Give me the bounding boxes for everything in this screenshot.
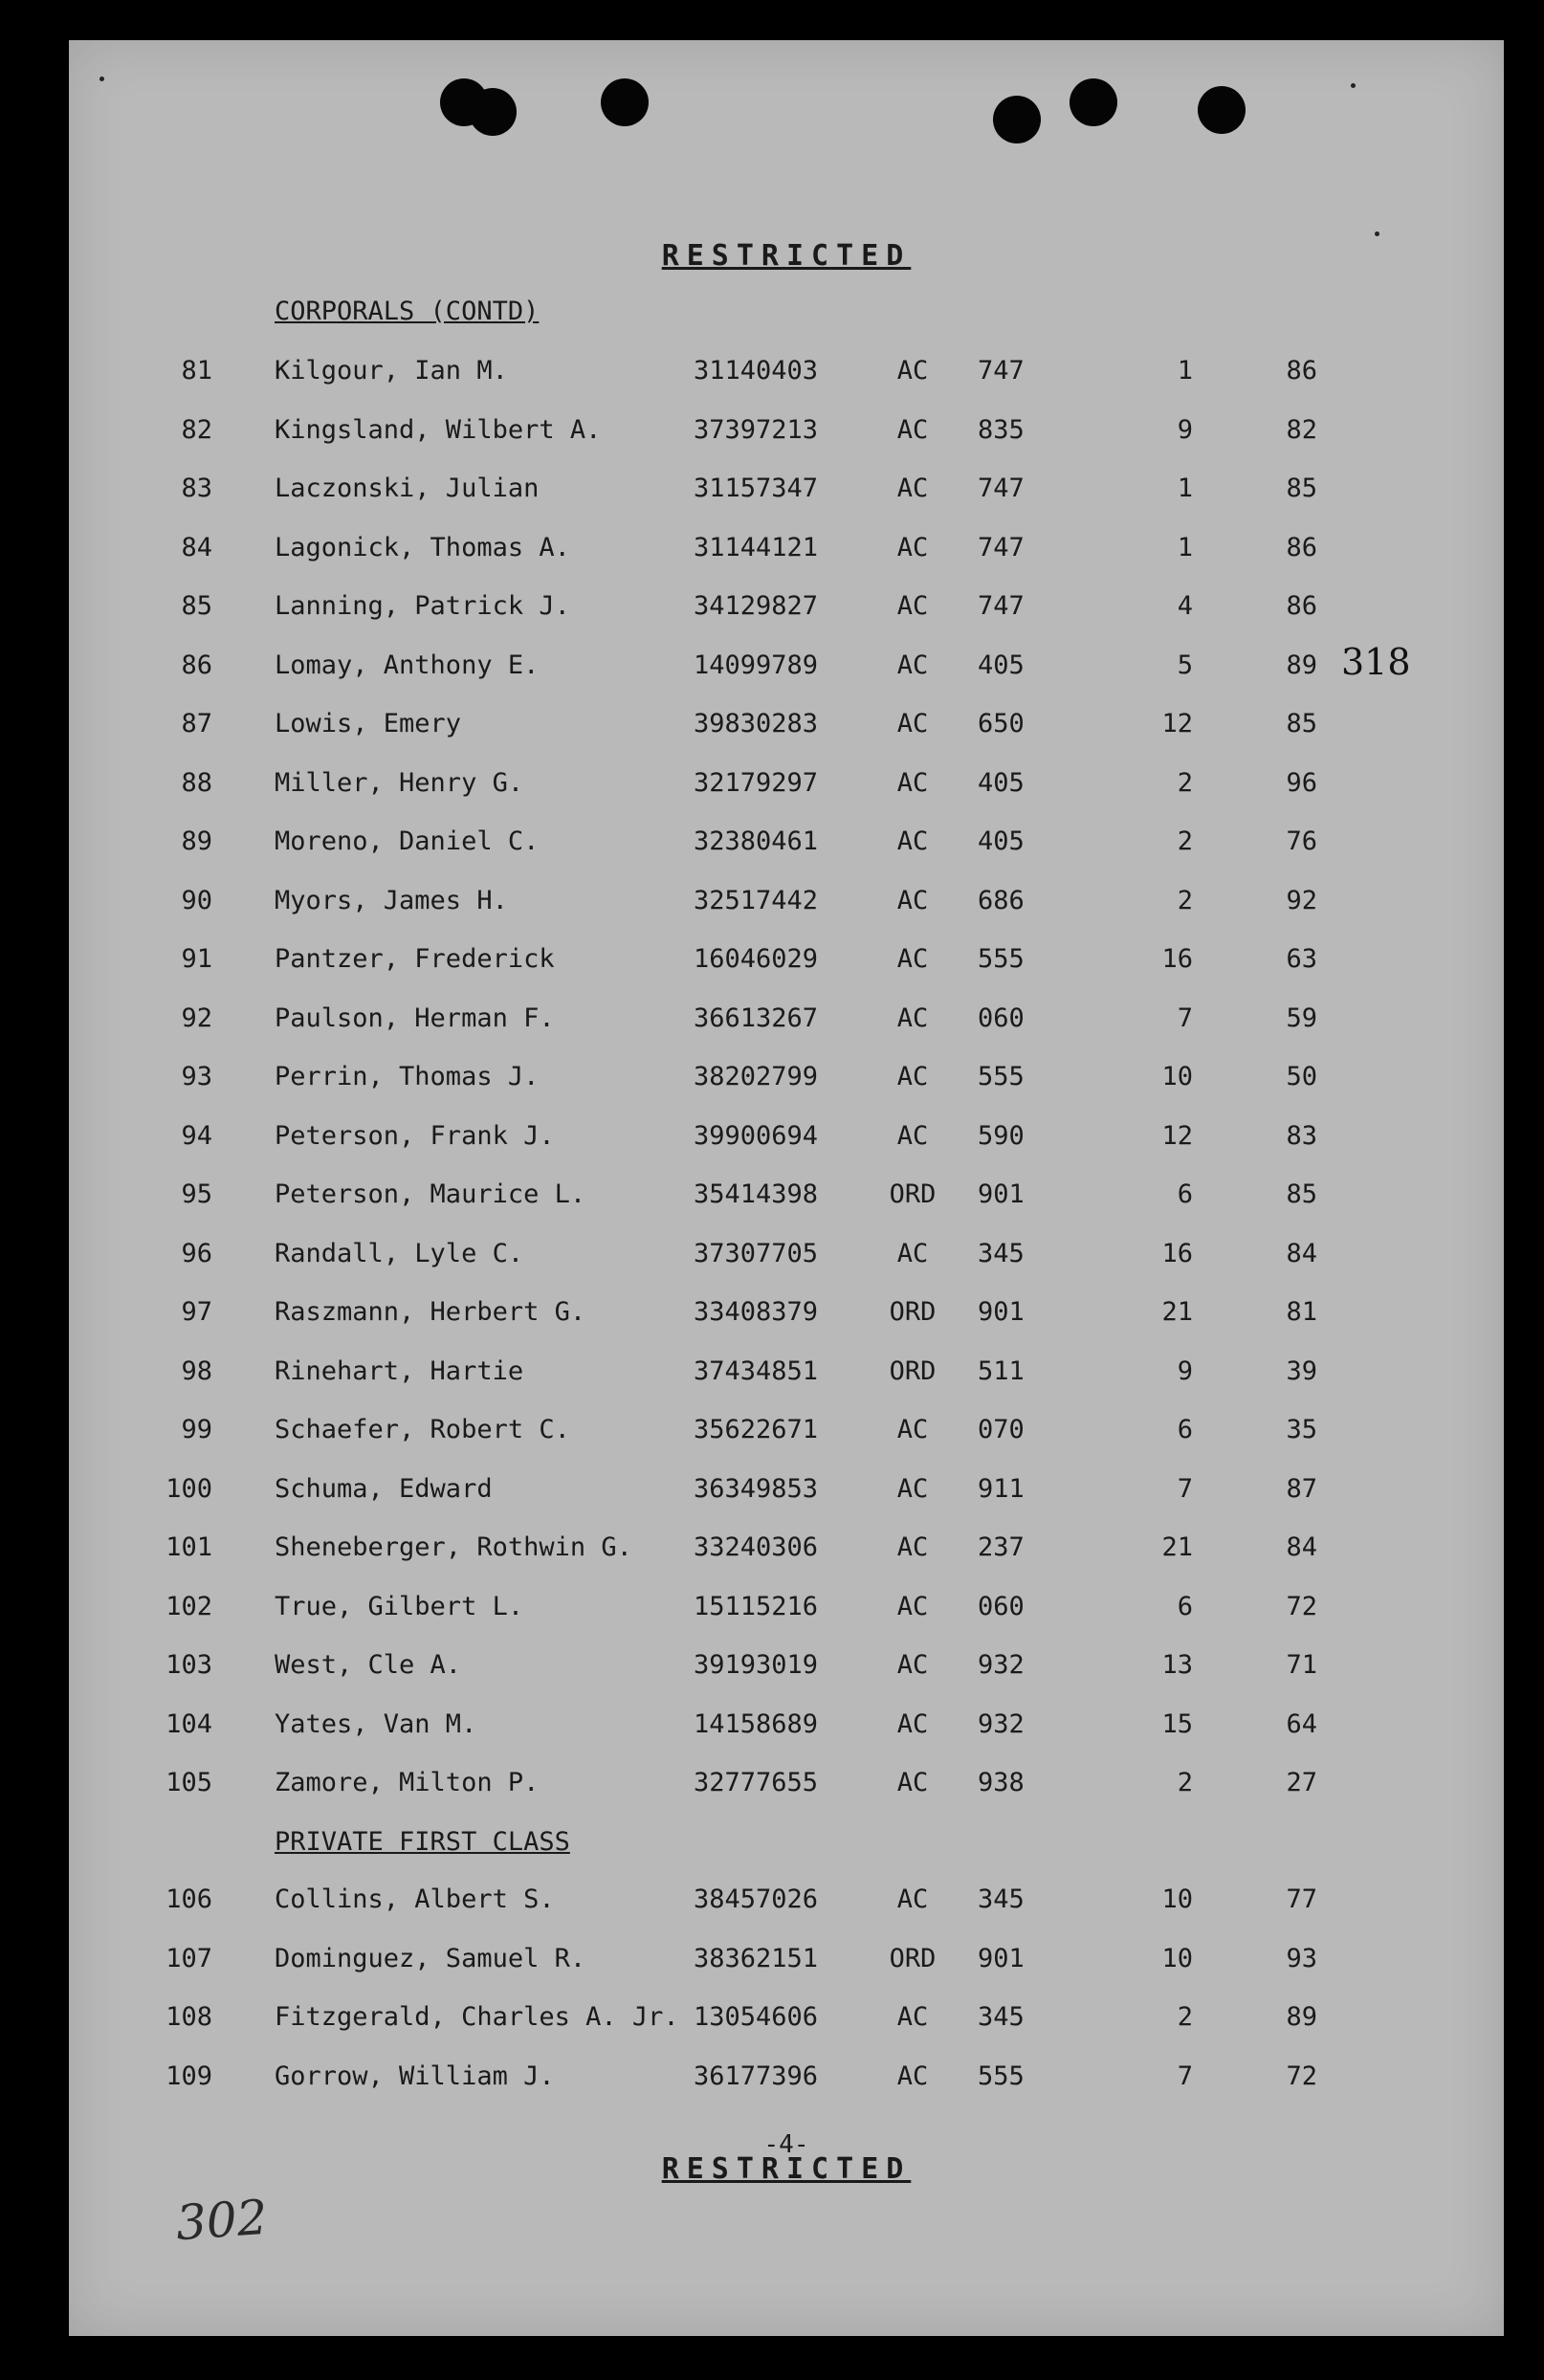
value-b: 39 [1286, 1355, 1317, 1386]
footer-restricted: RESTRICTED [661, 2152, 912, 2186]
code: 835 [978, 414, 1025, 445]
serial-number: 36349853 [694, 1473, 819, 1504]
value-b: 77 [1286, 1884, 1317, 1914]
header-restricted: RESTRICTED [661, 239, 912, 273]
code: 555 [978, 1062, 1025, 1091]
table-row [69, 768, 1504, 806]
code: 747 [978, 532, 1025, 562]
soldier-name: Miller, Henry G. [275, 767, 524, 798]
branch: AC [896, 1591, 929, 1621]
soldier-name: Lomay, Anthony E. [275, 650, 540, 680]
serial-number: 14158689 [694, 1708, 819, 1739]
branch: AC [896, 1884, 929, 1914]
value-b: 85 [1286, 474, 1317, 503]
value-a: 16 [1161, 944, 1193, 974]
table-row [69, 1709, 1504, 1748]
handwritten-note: 302 [174, 2189, 270, 2252]
code: 650 [978, 709, 1025, 738]
value-a: 2 [1177, 1768, 1193, 1797]
branch: AC [896, 1120, 929, 1151]
table-row [69, 415, 1504, 453]
branch: AC [896, 2060, 929, 2091]
soldier-name: Sheneberger, Rothwin G. [275, 1532, 632, 1562]
branch: AC [896, 591, 929, 621]
value-b: 89 [1286, 650, 1317, 680]
section-title-pfc: PRIVATE FIRST CLASS [275, 1827, 570, 1857]
value-a: 12 [1161, 709, 1193, 738]
table-row [69, 1415, 1504, 1453]
row-number: 85 [181, 591, 212, 621]
row-number: 108 [165, 2002, 212, 2032]
serial-number: 39900694 [694, 1120, 819, 1151]
table-row [69, 1768, 1504, 1806]
value-a: 2 [1177, 826, 1193, 856]
value-b: 72 [1286, 1591, 1317, 1621]
code: 938 [978, 1768, 1025, 1797]
value-b: 93 [1286, 1943, 1317, 1973]
row-number: 83 [181, 474, 212, 503]
value-b: 83 [1286, 1120, 1317, 1151]
code: 901 [978, 1943, 1025, 1973]
serial-number: 38362151 [694, 1943, 819, 1973]
value-b: 64 [1286, 1708, 1317, 1739]
row-number: 84 [181, 532, 212, 562]
branch: AC [896, 1062, 929, 1091]
value-a: 4 [1177, 591, 1193, 621]
value-a: 21 [1161, 1297, 1193, 1327]
code: 555 [978, 2060, 1025, 2091]
serial-number: 37434851 [694, 1355, 819, 1386]
soldier-name: Yates, Van M. [275, 1708, 477, 1739]
serial-number: 31144121 [694, 532, 819, 562]
code: 060 [978, 1003, 1025, 1033]
serial-number: 32777655 [694, 1768, 819, 1797]
punch-hole [993, 96, 1041, 143]
serial-number: 35622671 [694, 1415, 819, 1444]
table-row [69, 2002, 1504, 2040]
soldier-name: Dominguez, Samuel R. [275, 1943, 586, 1973]
table-row [69, 944, 1504, 982]
table-row [69, 474, 1504, 512]
row-number: 92 [181, 1003, 212, 1033]
soldier-name: Lagonick, Thomas A. [275, 532, 570, 562]
row-number: 86 [181, 650, 212, 680]
soldier-name: Lowis, Emery [275, 709, 462, 738]
row-number: 93 [181, 1062, 212, 1091]
table-row [69, 1944, 1504, 1982]
table-row [69, 533, 1504, 571]
soldier-name: Myors, James H. [275, 885, 508, 915]
serial-number: 14099789 [694, 650, 819, 680]
branch: AC [896, 1532, 929, 1562]
branch: AC [896, 1415, 929, 1444]
value-b: 76 [1286, 826, 1317, 856]
branch: AC [896, 1768, 929, 1797]
value-a: 1 [1177, 532, 1193, 562]
value-a: 9 [1177, 1355, 1193, 1386]
serial-number: 38457026 [694, 1884, 819, 1914]
code: 405 [978, 767, 1025, 798]
code: 511 [978, 1355, 1025, 1386]
table-row [69, 826, 1504, 865]
value-b: 96 [1286, 767, 1317, 798]
table-row [69, 2061, 1504, 2100]
value-b: 59 [1286, 1003, 1317, 1033]
soldier-name: Moreno, Daniel C. [275, 826, 540, 856]
speck [1375, 231, 1379, 236]
table-row [69, 1239, 1504, 1277]
row-number: 91 [181, 944, 212, 974]
row-number: 100 [165, 1473, 212, 1504]
value-b: 50 [1286, 1062, 1317, 1091]
branch: AC [896, 709, 929, 738]
value-a: 16 [1161, 1238, 1193, 1268]
speck [99, 77, 104, 81]
table-row [69, 591, 1504, 629]
row-number: 90 [181, 885, 212, 915]
value-a: 10 [1161, 1884, 1193, 1914]
code: 070 [978, 1415, 1025, 1444]
serial-number: 32179297 [694, 767, 819, 798]
value-a: 13 [1161, 1650, 1193, 1680]
row-number: 81 [181, 356, 212, 386]
page-number: -4- [763, 2130, 809, 2159]
soldier-name: Raszmann, Herbert G. [275, 1297, 586, 1327]
value-a: 5 [1177, 650, 1193, 680]
row-number: 102 [165, 1591, 212, 1621]
value-b: 85 [1286, 1179, 1317, 1209]
soldier-name: Kilgour, Ian M. [275, 356, 508, 386]
code: 686 [978, 885, 1025, 915]
branch: AC [896, 1650, 929, 1680]
row-number: 101 [165, 1532, 212, 1562]
value-b: 81 [1286, 1297, 1317, 1327]
serial-number: 37397213 [694, 414, 819, 445]
code: 932 [978, 1708, 1025, 1739]
soldier-name: Gorrow, William J. [275, 2060, 555, 2091]
serial-number: 36177396 [694, 2060, 819, 2091]
row-number: 97 [181, 1297, 212, 1327]
table-row [69, 1650, 1504, 1688]
table-row [69, 1003, 1504, 1042]
row-number: 103 [165, 1650, 212, 1680]
code: 747 [978, 474, 1025, 503]
value-b: 84 [1286, 1532, 1317, 1562]
branch: AC [896, 474, 929, 503]
value-a: 2 [1177, 2002, 1193, 2032]
value-b: 27 [1286, 1768, 1317, 1797]
table-row [69, 1884, 1504, 1923]
value-b: 86 [1286, 356, 1317, 386]
row-number: 105 [165, 1768, 212, 1797]
branch: ORD [889, 1355, 937, 1386]
serial-number: 35414398 [694, 1179, 819, 1209]
value-a: 2 [1177, 885, 1193, 915]
serial-number: 32517442 [694, 885, 819, 915]
value-a: 7 [1177, 1473, 1193, 1504]
table-row [69, 1297, 1504, 1335]
code: 237 [978, 1532, 1025, 1562]
soldier-name: Peterson, Maurice L. [275, 1179, 586, 1209]
value-b: 85 [1286, 709, 1317, 738]
value-b: 87 [1286, 1473, 1317, 1504]
soldier-name: Pantzer, Frederick [275, 944, 555, 974]
table-row [69, 886, 1504, 924]
punch-hole [1198, 86, 1246, 134]
branch: AC [896, 944, 929, 974]
code: 345 [978, 1884, 1025, 1914]
value-b: 84 [1286, 1238, 1317, 1268]
serial-number: 36613267 [694, 1003, 819, 1033]
serial-number: 33240306 [694, 1532, 819, 1562]
table-row [69, 1356, 1504, 1395]
soldier-name: Paulson, Herman F. [275, 1003, 555, 1033]
value-a: 6 [1177, 1591, 1193, 1621]
table-row [69, 1592, 1504, 1630]
soldier-name: Rinehart, Hartie [275, 1355, 524, 1386]
stamp-number: 318 [1341, 641, 1411, 683]
serial-number: 38202799 [694, 1062, 819, 1091]
branch: AC [896, 826, 929, 856]
serial-number: 32380461 [694, 826, 819, 856]
value-a: 10 [1161, 1062, 1193, 1091]
table-row [69, 650, 1504, 689]
value-a: 7 [1177, 2060, 1193, 2091]
value-b: 72 [1286, 2060, 1317, 2091]
branch: AC [896, 885, 929, 915]
branch: AC [896, 650, 929, 680]
value-b: 71 [1286, 1650, 1317, 1680]
code: 060 [978, 1591, 1025, 1621]
table-row [69, 1121, 1504, 1159]
code: 747 [978, 591, 1025, 621]
table-row [69, 1179, 1504, 1218]
branch: AC [896, 767, 929, 798]
row-number: 109 [165, 2060, 212, 2091]
serial-number: 37307705 [694, 1238, 819, 1268]
code: 901 [978, 1179, 1025, 1209]
branch: AC [896, 356, 929, 386]
value-a: 9 [1177, 414, 1193, 445]
branch: ORD [889, 1297, 937, 1327]
soldier-name: Perrin, Thomas J. [275, 1062, 540, 1091]
punch-hole [469, 88, 517, 136]
soldier-name: Lanning, Patrick J. [275, 591, 570, 621]
punch-hole [601, 78, 649, 126]
row-number: 82 [181, 414, 212, 445]
soldier-name: True, Gilbert L. [275, 1591, 524, 1621]
value-a: 7 [1177, 1003, 1193, 1033]
value-b: 89 [1286, 2002, 1317, 2032]
section-title-corporals: CORPORALS (CONTD) [275, 297, 540, 326]
branch: AC [896, 1473, 929, 1504]
branch: ORD [889, 1943, 937, 1973]
row-number: 95 [181, 1179, 212, 1209]
row-number: 107 [165, 1943, 212, 1973]
row-number: 104 [165, 1708, 212, 1739]
code: 405 [978, 826, 1025, 856]
table-row [69, 709, 1504, 747]
serial-number: 33408379 [694, 1297, 819, 1327]
serial-number: 34129827 [694, 591, 819, 621]
branch: AC [896, 1708, 929, 1739]
row-number: 87 [181, 709, 212, 738]
code: 345 [978, 1238, 1025, 1268]
value-a: 1 [1177, 474, 1193, 503]
value-a: 1 [1177, 356, 1193, 386]
value-a: 6 [1177, 1179, 1193, 1209]
serial-number: 31157347 [694, 474, 819, 503]
code: 747 [978, 356, 1025, 386]
soldier-name: Randall, Lyle C. [275, 1238, 524, 1268]
value-a: 15 [1161, 1708, 1193, 1739]
value-a: 21 [1161, 1532, 1193, 1562]
serial-number: 16046029 [694, 944, 819, 974]
soldier-name: Zamore, Milton P. [275, 1768, 540, 1797]
soldier-name: Peterson, Frank J. [275, 1120, 555, 1151]
value-a: 10 [1161, 1943, 1193, 1973]
code: 901 [978, 1297, 1025, 1327]
serial-number: 39193019 [694, 1650, 819, 1680]
soldier-name: Kingsland, Wilbert A. [275, 414, 602, 445]
value-a: 12 [1161, 1120, 1193, 1151]
serial-number: 31140403 [694, 356, 819, 386]
code: 555 [978, 944, 1025, 974]
speck [1351, 83, 1356, 88]
soldier-name: Laczonski, Julian [275, 474, 540, 503]
soldier-name: Fitzgerald, Charles A. Jr. [275, 2002, 679, 2032]
row-number: 89 [181, 826, 212, 856]
soldier-name: West, Cle A. [275, 1650, 462, 1680]
code: 345 [978, 2002, 1025, 2032]
soldier-name: Schaefer, Robert C. [275, 1415, 570, 1444]
punch-hole [1070, 78, 1117, 126]
serial-number: 39830283 [694, 709, 819, 738]
row-number: 94 [181, 1120, 212, 1151]
serial-number: 15115216 [694, 1591, 819, 1621]
row-number: 98 [181, 1355, 212, 1386]
table-row [69, 1062, 1504, 1100]
branch: AC [896, 2002, 929, 2032]
branch: AC [896, 1003, 929, 1033]
value-b: 86 [1286, 532, 1317, 562]
value-b: 82 [1286, 414, 1317, 445]
table-row [69, 1532, 1504, 1571]
document-page [69, 40, 1504, 2336]
value-a: 2 [1177, 767, 1193, 798]
value-b: 63 [1286, 944, 1317, 974]
serial-number: 13054606 [694, 2002, 819, 2032]
value-b: 35 [1286, 1415, 1317, 1444]
code: 590 [978, 1120, 1025, 1151]
code: 932 [978, 1650, 1025, 1680]
code: 405 [978, 650, 1025, 680]
row-number: 99 [181, 1415, 212, 1444]
table-row [69, 1474, 1504, 1512]
value-a: 6 [1177, 1415, 1193, 1444]
table-row [69, 356, 1504, 394]
row-number: 88 [181, 767, 212, 798]
branch: AC [896, 414, 929, 445]
value-b: 92 [1286, 885, 1317, 915]
code: 911 [978, 1473, 1025, 1504]
soldier-name: Collins, Albert S. [275, 1884, 555, 1914]
row-number: 106 [165, 1884, 212, 1914]
branch: AC [896, 1238, 929, 1268]
soldier-name: Schuma, Edward [275, 1473, 493, 1504]
branch: AC [896, 532, 929, 562]
branch: ORD [889, 1179, 937, 1209]
row-number: 96 [181, 1238, 212, 1268]
value-b: 86 [1286, 591, 1317, 621]
